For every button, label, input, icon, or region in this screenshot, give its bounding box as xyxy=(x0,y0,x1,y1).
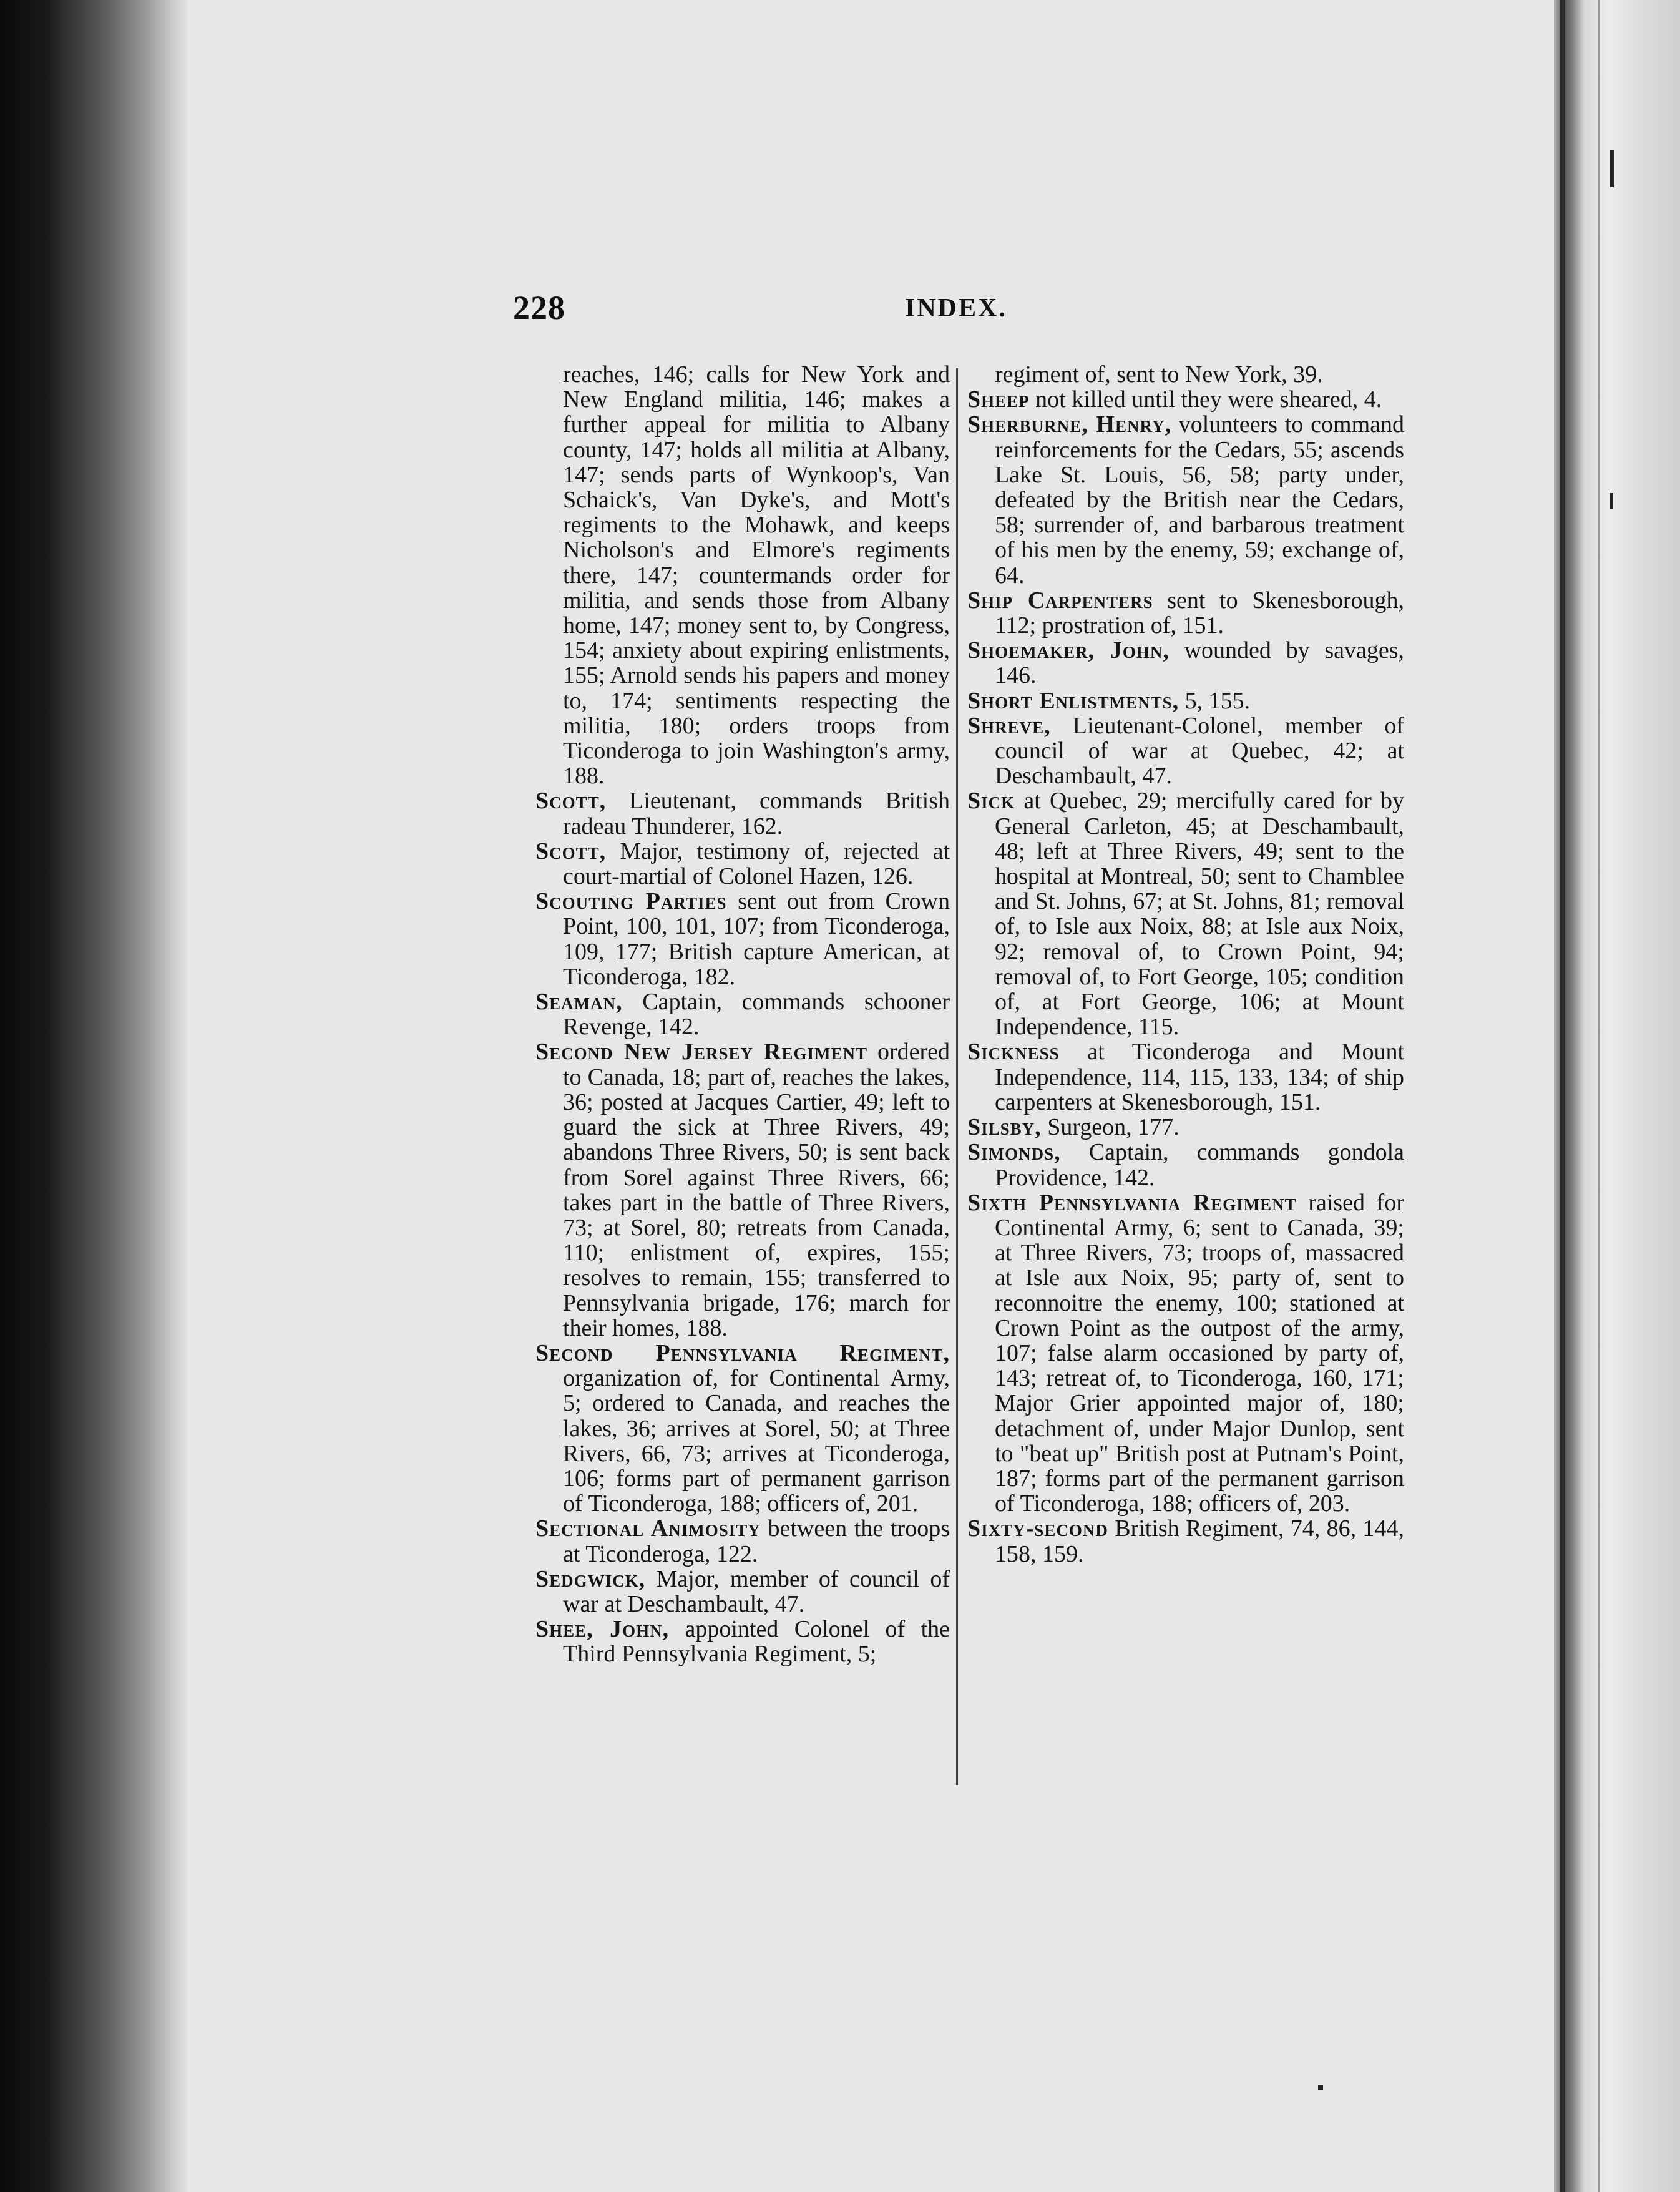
index-entry xyxy=(535,788,950,838)
page-edge-stack xyxy=(1554,0,1680,2192)
entry-text: organization of, for Continental Army, 5; ordered to Canada, and reaches the lakes, 36; arrives at Sorel, 50; at Three Rivers, 66, 73; arrives at Ticonderoga, 106; forms part of permanent garrison of Ticonderoga, 188; officers of, 201. xyxy=(563,1365,950,1517)
index-entry xyxy=(535,1341,950,1516)
page-edge-line xyxy=(1598,0,1600,2192)
entry-heading: Sickness xyxy=(967,1039,1060,1065)
page-edge-line xyxy=(1560,0,1565,2192)
index-column-left xyxy=(535,362,950,1667)
entry-text: ordered to Canada, 18; part of, reaches the lakes, 36; posted at Jacques Cartier, 49; left to guard the sick at Three Rivers, 49; abandons Three Rivers, 50; is sent back from Sorel against Three Rivers, 66; takes part in the battle of Three Rivers, 73; at Sorel, 80; retreats from Canada, 110; enlistment of, expires, 155; resolves to remain, 155; transferred to Pennsylvania brigade, 176; march for their homes, 188. xyxy=(563,1039,950,1341)
book-gutter xyxy=(60,0,191,2192)
entry-text: Lieutenant-Colonel, member of council of war at Quebec, 42; at Deschambault, 47. xyxy=(995,712,1404,790)
scan-mark xyxy=(1610,150,1614,187)
entry-heading: Ship Carpenters xyxy=(967,587,1153,614)
entry-text: reaches, 146; calls for New York and New England militia, 146; makes a further appeal for militia to Albany county, 147; holds all militia at Albany, 147; sends parts of Wynkoop's, Van Schaick's, Van Dyke's, and Mott's regiments to the Mohawk, and keeps Nicholson's and Elmore's regiments there, 147; countermands order for militia, and sends those from Albany home, 147; money sent to, by Congress, 154; anxiety about expiring enlistments, 155; Arnold sends his papers and money to, 174; sentiments respecting the militia, 180; orders troops from Ticonderoga to join Washington's army, 188. xyxy=(563,361,950,790)
index-entry xyxy=(967,713,1404,789)
entry-heading: Sedgwick, xyxy=(535,1565,646,1592)
entry-text: British Regiment, 74, 86, 144, 158, 159. xyxy=(995,1515,1404,1567)
entry-text: sent to Skenesborough, 112; prostration of, 151. xyxy=(995,587,1404,639)
scan-mark xyxy=(1610,493,1613,509)
index-entry xyxy=(967,788,1404,1039)
entry-text: Lieutenant, commands British radeau Thunderer, 162. xyxy=(563,788,950,839)
entry-text: wounded by savages, 146. xyxy=(995,637,1404,689)
index-entry xyxy=(967,688,1404,713)
entry-text: Captain, commands gondola Providence, 142. xyxy=(995,1139,1404,1191)
entry-text: at Quebec, 29; mercifully cared for by General Carleton, 45; at Deschambault, 48; left at Three Rivers, 49; sent to the hospital at Montreal, 50; sent to Chamblee and St. Johns, 67; at St. Johns, 81; removal of, to Isle aux Noix, 88; at Isle aux Noix, 92; removal of, to Crown Point, 94; removal of, to Fort George, 105; condition of, at Fort George, 106; at Mount Independence, 115. xyxy=(995,788,1404,1040)
index-entry xyxy=(967,588,1404,638)
entry-heading: Shreve, xyxy=(967,712,1051,739)
index-entry xyxy=(967,1140,1404,1190)
entry-heading: Scott, xyxy=(535,838,607,864)
entry-text: not killed until they were sheared, 4. xyxy=(1029,386,1382,413)
index-entry xyxy=(535,1516,950,1566)
index-entry xyxy=(535,362,950,788)
index-entry xyxy=(967,1039,1404,1115)
index-entry xyxy=(967,1190,1404,1517)
index-entry xyxy=(967,387,1404,412)
entry-text: Surgeon, 177. xyxy=(1041,1114,1179,1141)
entry-heading: Second New Jersey Regiment xyxy=(535,1039,867,1065)
index-entry xyxy=(535,1039,950,1340)
entry-text: sent out from Crown Point, 100, 101, 107; from Ticonderoga, 109, 177; British capture American, at Ticonderoga, 182. xyxy=(563,888,950,990)
entry-heading: Sick xyxy=(967,788,1015,815)
entry-heading: Scott, xyxy=(535,788,607,815)
entry-text: Major, testimony of, rejected at court-martial of Colonel Hazen, 126. xyxy=(563,838,950,890)
index-column-right xyxy=(967,362,1404,1567)
entry-heading: Sheep xyxy=(967,386,1030,413)
index-entry xyxy=(967,412,1404,587)
index-entry xyxy=(535,839,950,889)
entry-heading: Sixty-second xyxy=(967,1515,1108,1542)
entry-text: at Ticonderoga and Mount Independence, 114, 115, 133, 134; of ship carpenters at Skenesborough, 151. xyxy=(995,1039,1404,1115)
index-entry xyxy=(967,1516,1404,1566)
entry-heading: Seaman, xyxy=(535,989,623,1015)
scan-mark xyxy=(1318,2085,1323,2090)
entry-heading: Short Enlistments, xyxy=(967,687,1179,714)
entry-heading: Second Pennsylvania Regiment, xyxy=(535,1339,950,1366)
entry-text: Major, member of council of war at Deschambault, 47. xyxy=(563,1565,950,1617)
entry-heading: Silsby, xyxy=(967,1114,1042,1141)
index-entry xyxy=(967,1115,1404,1140)
running-head: INDEX. xyxy=(905,294,1007,323)
index-entry xyxy=(535,1567,950,1617)
entry-heading: Sherburne, Henry, xyxy=(967,411,1172,438)
index-entry xyxy=(967,362,1404,387)
index-entry xyxy=(535,889,950,989)
entry-text: 5, 155. xyxy=(1179,687,1251,714)
index-entry xyxy=(535,989,950,1039)
entry-heading: Sixth Pennsylvania Regiment xyxy=(967,1189,1297,1216)
entry-text: appointed Colonel of the Third Pennsylvania Regiment, 5; xyxy=(563,1616,950,1668)
index-entry xyxy=(967,638,1404,688)
entry-text: raised for Continental Army, 6; sent to Canada, 39; at Three Rivers, 73; troops of, massacred at Isle aux Noix, 95; party of, sent to reconnoitre the enemy, 100; stationed at Crown Point as the outpost of the army, 107; false alarm occasioned by party of, 143; retreat of, to Ticonderoga, 160, 171; Major Grier appointed major of, 180; detachment of, under Major Dunlop, sent to "beat up" British post at Putnam's Point, 187; forms part of the permanent garrison of Ticonderoga, 188; officers of, 203. xyxy=(995,1189,1404,1517)
entry-text: volunteers to command reinforcements for the Cedars, 55; ascends Lake St. Louis, 56, 58; party under, defeated by the British near the Cedars, 58; surrender of, and barbarous treatment of his men by the enemy, 59; exchange of, 64. xyxy=(995,411,1404,589)
entry-text: Captain, commands schooner Revenge, 142. xyxy=(563,989,950,1040)
entry-heading: Scouting Parties xyxy=(535,888,727,915)
entry-text: between the troops at Ticonderoga, 122. xyxy=(563,1515,950,1567)
page-number: 228 xyxy=(513,289,565,326)
entry-heading: Shoemaker, John, xyxy=(967,637,1170,664)
index-entry xyxy=(535,1617,950,1666)
entry-heading: Sectional Animosity xyxy=(535,1515,761,1542)
entry-text: regiment of, sent to New York, 39. xyxy=(995,361,1323,388)
column-divider xyxy=(956,368,958,1785)
entry-heading: Simonds, xyxy=(967,1139,1061,1166)
entry-heading: Shee, John, xyxy=(535,1616,670,1643)
